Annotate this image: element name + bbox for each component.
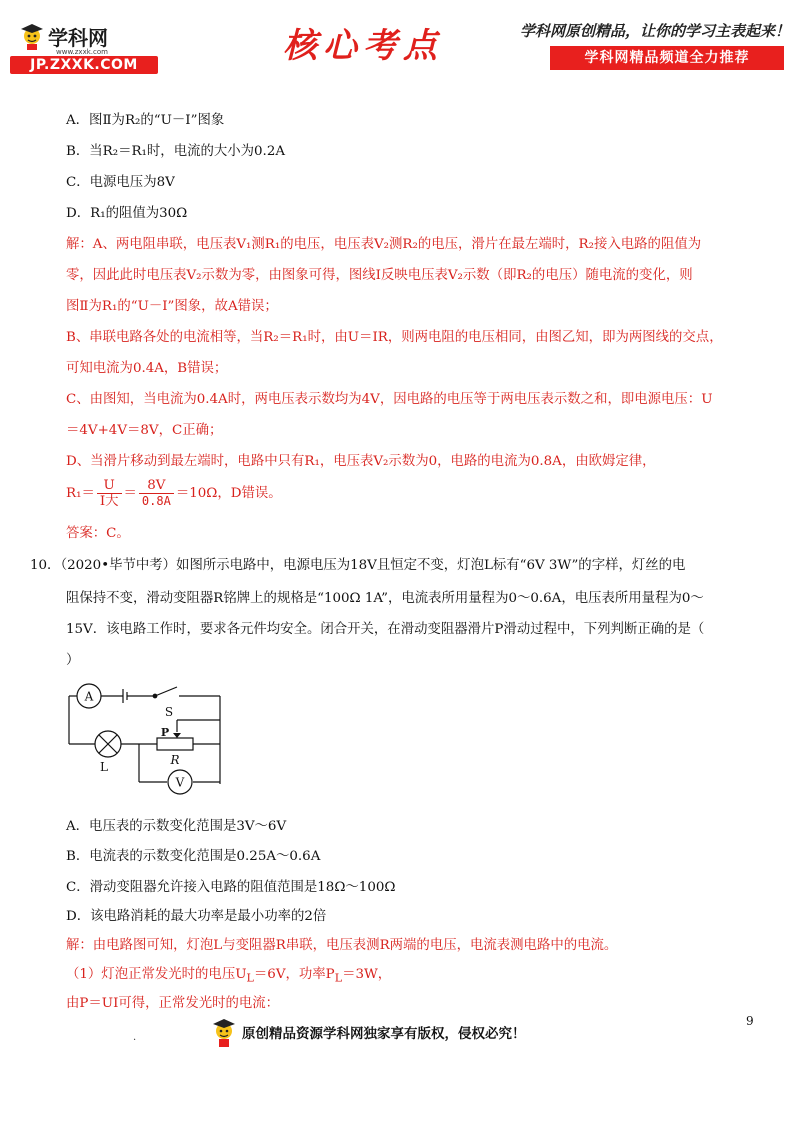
logo-url: www.zxxk.com xyxy=(56,48,108,56)
logo-banner: JP.ZXXK.COM xyxy=(10,56,158,74)
option-c: C．滑动变阻器允许接入电路的阻值范围是18Ω～100Ω xyxy=(66,880,396,895)
formula-eq: ＝ xyxy=(123,486,137,501)
question-line: 10．（2020•毕节中考）如图所示电路中，电源电压为18V且恒定不变，灯泡L标有“6V 3W”的字样，灯丝的电 xyxy=(30,558,686,573)
prev-solution-line: 可知电流为0.4A，B错误； xyxy=(66,361,228,376)
header-tagline: 学科网精品频道全力推荐 xyxy=(550,46,784,70)
slider-label: P xyxy=(160,726,170,739)
fraction-u-over-i xyxy=(97,478,122,509)
prev-solution-line: 零，因此此时电压表V₂示数为零，由图象可得，图线Ⅰ反映电压表V₂示数（即R₂的电压）随电流的变化，则 xyxy=(66,268,693,283)
question-line: ） xyxy=(66,653,80,668)
option-d: D．该电路消耗的最大功率是最小功率的2倍 xyxy=(66,909,327,924)
page-header xyxy=(0,0,800,80)
prev-solution-line: 解：A、两电阻串联，电压表V₁测R₁的电压，电压表V₂测R₂的电压，滑片在最左端时，R₂接入电路的阻值为 xyxy=(66,237,702,252)
rheostat-label: R xyxy=(170,753,180,767)
prev-option-d: D．R₁的阻值为30Ω xyxy=(66,206,188,221)
prev-option-a: A．图Ⅱ为R₂的“U－I”图象 xyxy=(66,113,225,128)
option-b: B．电流表的示数变化范围是0.25A～0.6A xyxy=(66,849,321,864)
option-a: A．电压表的示数变化范围是3V～6V xyxy=(66,819,287,834)
fraction-denominator: I大 xyxy=(99,494,119,509)
question-line: 15V．该电路工作时，要求各元件均安全。闭合开关，在滑动变阻器滑片P滑动过程中，下列判断正确的是（ xyxy=(66,622,705,637)
mascot-icon xyxy=(18,21,46,51)
prev-solution-line: B、串联电路各处的电流相等，当R₂＝R₁时，由U＝IR，则两电阻的电压相同，由图乙知，即为两图线的交点， xyxy=(66,330,723,345)
switch-label: S xyxy=(164,705,174,719)
fraction-numerator: 8V xyxy=(139,478,174,494)
question-line: 阻保持不变，滑动变阻器R铭牌上的规格是“100Ω 1A”，电流表所用量程为0～0.6A，电压表所用量程为0～ xyxy=(66,591,704,606)
footer-dot: . xyxy=(133,1032,137,1043)
circuit-diagram xyxy=(65,676,235,796)
prev-answer: 答案：C。 xyxy=(66,526,130,541)
fraction-numerator: U xyxy=(97,478,122,494)
ammeter-label: A xyxy=(84,689,94,704)
lamp-label: L xyxy=(100,760,108,774)
formula-lhs: R₁＝ xyxy=(66,486,95,501)
zxxk-logo[interactable] xyxy=(10,18,160,76)
solution-line: （1）灯泡正常发光时的电压$U_L=6V$，功率$P_L=3W$， xyxy=(66,967,392,985)
prev-option-c: C．电源电压为8V xyxy=(66,175,175,190)
ohm-formula xyxy=(66,478,282,510)
formula-rhs: ＝10Ω，D错误。 xyxy=(175,486,282,501)
header-slogan: 学科网原创精品，让你的学习主表起来！ xyxy=(520,22,791,40)
solution-line: 由P＝UI可得，正常发光时的电流： xyxy=(66,996,280,1011)
page-footer xyxy=(212,1012,526,1052)
fraction-denominator: 0.8A xyxy=(141,494,171,508)
page-number: 9 xyxy=(746,1014,754,1028)
prev-option-b: B．当R₂＝R₁时，电流的大小为0.2A xyxy=(66,144,286,159)
header-title: 核心考点 xyxy=(283,26,443,66)
logo-text: 学科网 xyxy=(48,25,108,50)
fraction-values xyxy=(139,478,174,509)
mascot-icon xyxy=(212,1015,236,1049)
prev-solution-line: ＝4V+4V＝8V，C正确； xyxy=(66,423,223,438)
prev-solution-line: 图Ⅱ为R₁的“U－I”图象，故A错误； xyxy=(66,299,278,314)
prev-solution-line: D、当滑片移动到最左端时，电路中只有R₁，电压表V₂示数为0，电路的电流为0.8A，由欧姆定律， xyxy=(66,454,656,469)
footer-copyright: 原创精品资源学科网独家享有版权，侵权必究！ xyxy=(242,1026,526,1042)
solution-line: 解：由电路图可知，灯泡L与变阻器R串联，电压表测R两端的电压，电流表测电路中的电流。 xyxy=(66,938,618,953)
prev-solution-line: C、由图知，当电流为0.4A时，两电压表示数均为4V，因电路的电压等于两电压表示数之和，即电源电压：U xyxy=(66,392,713,407)
voltmeter-label: V xyxy=(175,775,185,790)
